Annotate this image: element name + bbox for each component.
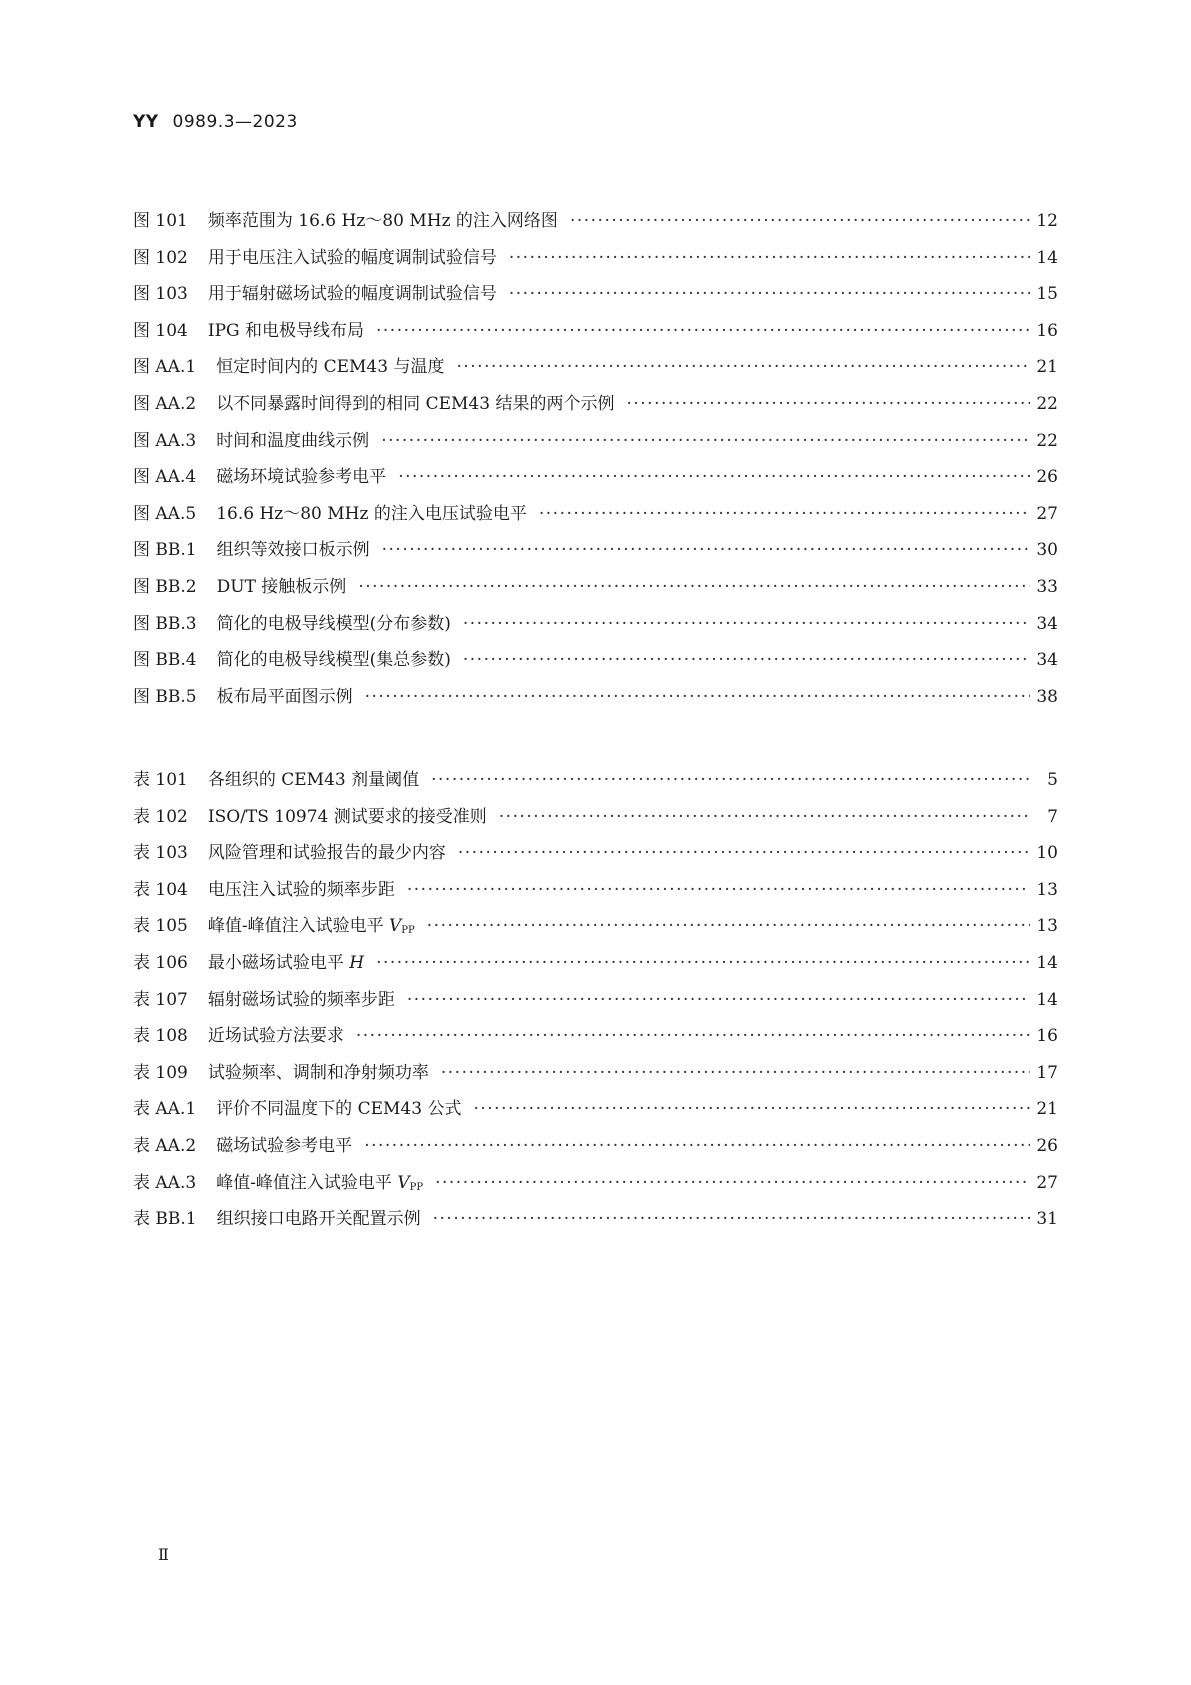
- leader-dots: [499, 799, 1030, 836]
- figure-label: 图 101: [133, 211, 188, 231]
- table-title-text: 峰值-峰值注入试验电平: [207, 916, 390, 937]
- table-title-text: 组织接口电路开关配置示例: [216, 1209, 421, 1230]
- table-label: 表 107: [133, 989, 188, 1010]
- figure-entry[interactable]: [133, 349, 1058, 386]
- figure-title-text: 以不同暴露时间得到的相同 CEM43 结果的两个示例: [216, 393, 615, 414]
- table-page-number: 5: [1047, 770, 1058, 790]
- leader-dots: [463, 606, 1030, 643]
- figure-title-text: 简化的电极导线模型(集总参数): [216, 650, 451, 671]
- table-label: 表 105: [133, 916, 188, 937]
- figure-title-text: IPG 和电极导线布局: [207, 320, 364, 341]
- figure-page-number: 26: [1036, 467, 1058, 488]
- figure-page-number: 38: [1036, 686, 1058, 707]
- figure-entry[interactable]: [133, 642, 1058, 679]
- table-label: 表 104: [133, 879, 188, 900]
- table-title-text: ISO/TS 10974 测试要求的接受准则: [207, 806, 487, 827]
- table-title: [188, 872, 395, 909]
- table-entry[interactable]: [133, 1055, 1058, 1092]
- figure-title: [188, 203, 558, 240]
- table-list: [133, 762, 1058, 1238]
- table-entry[interactable]: [133, 1128, 1058, 1165]
- figure-title-text: 板布局平面图示例: [216, 686, 353, 707]
- leader-dots: [358, 569, 1030, 606]
- figure-label: 图 BB.5: [133, 686, 197, 707]
- table-page-number: 26: [1036, 1135, 1058, 1156]
- table-title-text: 近场试验方法要求: [207, 1026, 344, 1047]
- leader-dots: [407, 872, 1030, 909]
- table-entry[interactable]: [133, 799, 1058, 836]
- table-title-text: 辐射磁场试验的频率步距: [207, 989, 395, 1010]
- figure-page-number: 12: [1036, 211, 1058, 231]
- leader-dots: [539, 496, 1030, 533]
- figure-title: [196, 349, 444, 386]
- table-page-number: 13: [1036, 879, 1058, 900]
- table-title: [197, 1201, 421, 1238]
- figure-entry[interactable]: [133, 569, 1058, 606]
- table-label: 表 AA.1: [133, 1099, 197, 1120]
- figure-title: [196, 459, 386, 496]
- leader-dots: [463, 642, 1030, 679]
- table-page-number: 17: [1036, 1062, 1058, 1083]
- table-entry[interactable]: [133, 762, 1058, 799]
- figure-page-number: 21: [1036, 357, 1058, 378]
- table-title-subscript: PP: [401, 925, 415, 937]
- figure-title: [197, 569, 347, 606]
- table-page-number: 16: [1036, 1026, 1058, 1047]
- table-title: [196, 1128, 352, 1165]
- table-title-text: 磁场试验参考电平: [216, 1135, 353, 1156]
- table-label: 表 103: [133, 843, 188, 864]
- leader-dots: [431, 762, 1030, 799]
- leader-dots: [458, 835, 1030, 872]
- figure-entry[interactable]: [133, 606, 1058, 643]
- table-label: 表 AA.2: [133, 1135, 197, 1156]
- table-page-number: 13: [1036, 916, 1058, 937]
- figure-title: [197, 679, 353, 716]
- figure-title-text: 用于辐射磁场试验的幅度调制试验信号: [207, 284, 497, 305]
- leader-dots: [570, 203, 1030, 240]
- figure-label: 图 103: [133, 284, 188, 305]
- table-entry[interactable]: [133, 872, 1058, 909]
- table-title-variable: V: [397, 1172, 410, 1193]
- table-label: 表 102: [133, 806, 188, 827]
- figure-entry[interactable]: [133, 203, 1058, 240]
- figure-entry[interactable]: [133, 532, 1058, 569]
- table-label: 表 108: [133, 1026, 188, 1047]
- table-title-variable: V: [389, 916, 402, 937]
- leader-dots: [456, 349, 1030, 386]
- table-label: 表 BB.1: [133, 1209, 197, 1230]
- table-title: [188, 945, 364, 982]
- table-entry[interactable]: [133, 982, 1058, 1019]
- figure-page-number: 33: [1036, 576, 1058, 597]
- table-title-text: 风险管理和试验报告的最少内容: [207, 843, 446, 864]
- figure-page-number: 34: [1036, 613, 1058, 634]
- table-label: 表 106: [133, 952, 188, 973]
- figure-label: 图 AA.3: [133, 430, 197, 451]
- figure-page-number: 22: [1036, 393, 1058, 414]
- figure-entry[interactable]: [133, 423, 1058, 460]
- figure-page-number: 27: [1036, 503, 1058, 524]
- table-page-number: 31: [1036, 1209, 1058, 1230]
- table-title: [196, 1091, 461, 1128]
- table-title-text: 峰值-峰值注入试验电平: [216, 1172, 398, 1193]
- figure-entry[interactable]: [133, 496, 1058, 533]
- table-title: [188, 799, 487, 836]
- figure-label: 图 104: [133, 320, 188, 341]
- table-title-text: 最小磁场试验电平: [207, 952, 350, 973]
- leader-dots: [382, 532, 1030, 569]
- table-title-text: 电压注入试验的频率步距: [207, 879, 395, 900]
- figure-title: [196, 496, 527, 533]
- figure-entry[interactable]: [133, 459, 1058, 496]
- figure-label: 图 BB.1: [133, 540, 197, 561]
- figure-entry[interactable]: [133, 276, 1058, 313]
- table-page-number: 10: [1036, 843, 1058, 864]
- figure-title-text: DUT 接触板示例: [216, 576, 347, 597]
- leader-dots: [473, 1091, 1030, 1128]
- figure-label: 图 AA.4: [133, 467, 197, 488]
- table-label: 表 109: [133, 1062, 188, 1083]
- table-title-subscript: PP: [409, 1181, 424, 1193]
- figure-title-text: 频率范围为 16.6 Hz～80 MHz 的注入网络图: [207, 211, 558, 231]
- table-label: 表 AA.3: [133, 1172, 197, 1193]
- leader-dots: [365, 679, 1030, 716]
- figure-title: [197, 532, 370, 569]
- figure-title: [188, 240, 497, 277]
- figure-entry[interactable]: [133, 313, 1058, 350]
- standard-number: 0989.3—2023: [172, 112, 298, 132]
- figure-title-text: 16.6 Hz～80 MHz 的注入电压试验电平: [216, 503, 527, 524]
- figure-label: 图 BB.3: [133, 613, 197, 634]
- table-title: [188, 908, 415, 950]
- figure-title-text: 用于电压注入试验的幅度调制试验信号: [207, 247, 497, 268]
- figure-page-number: 16: [1036, 320, 1058, 341]
- figure-page-number: 14: [1036, 247, 1058, 268]
- table-label: 表 101: [133, 770, 188, 790]
- leader-dots: [381, 423, 1030, 460]
- table-title: [188, 762, 419, 799]
- table-entry[interactable]: [133, 1091, 1058, 1128]
- table-entry[interactable]: [133, 1165, 1058, 1202]
- figure-label: 图 AA.5: [133, 503, 197, 524]
- table-entry[interactable]: [133, 1018, 1058, 1055]
- figure-entry[interactable]: [133, 240, 1058, 277]
- leader-dots: [509, 240, 1030, 277]
- figure-title-text: 时间和温度曲线示例: [216, 430, 370, 451]
- figure-title-text: 磁场环境试验参考电平: [216, 467, 387, 488]
- figure-label: 图 BB.4: [133, 650, 197, 671]
- leader-dots: [626, 386, 1030, 423]
- figure-title: [188, 313, 364, 350]
- figure-page-number: 15: [1036, 284, 1058, 305]
- table-title: [196, 1165, 423, 1207]
- figure-page-number: 30: [1036, 540, 1058, 561]
- figure-page-number: 22: [1036, 430, 1058, 451]
- figure-list: [133, 203, 1058, 715]
- table-page-number: 7: [1047, 806, 1058, 827]
- leader-dots: [509, 276, 1030, 313]
- table-entry[interactable]: [133, 835, 1058, 872]
- table-page-number: 21: [1036, 1099, 1058, 1120]
- footer-page-number: Ⅱ: [158, 1545, 169, 1564]
- table-page-number: 14: [1036, 989, 1058, 1010]
- leader-dots: [376, 313, 1030, 350]
- leader-dots: [356, 1018, 1030, 1055]
- figure-title: [196, 386, 614, 423]
- table-page-number: 14: [1036, 952, 1058, 973]
- table-entry[interactable]: [133, 945, 1058, 982]
- table-title: [188, 1018, 344, 1055]
- figure-title: [197, 606, 451, 643]
- table-page-number: 27: [1036, 1172, 1058, 1193]
- figure-label: 图 102: [133, 247, 188, 268]
- document-header: [133, 112, 298, 132]
- figure-title-text: 组织等效接口板示例: [216, 540, 370, 561]
- table-title-text: 各组织的 CEM43 剂量阈值: [207, 770, 420, 790]
- figure-entry[interactable]: [133, 679, 1058, 716]
- figure-title: [188, 276, 497, 313]
- leader-dots: [441, 1055, 1030, 1092]
- leader-dots: [435, 1165, 1030, 1202]
- figure-entry[interactable]: [133, 386, 1058, 423]
- figure-title: [197, 642, 451, 679]
- table-title-variable: H: [349, 952, 365, 973]
- table-title-text: 评价不同温度下的 CEM43 公式: [216, 1099, 462, 1120]
- leader-dots: [433, 1201, 1030, 1238]
- figure-label: 图 AA.1: [133, 357, 197, 378]
- figure-title-text: 简化的电极导线模型(分布参数): [216, 613, 451, 634]
- standard-code: YY: [133, 112, 159, 132]
- table-title: [188, 835, 446, 872]
- figure-label: 图 BB.2: [133, 576, 197, 597]
- leader-dots: [407, 982, 1030, 1019]
- table-entry[interactable]: [133, 1201, 1058, 1238]
- leader-dots: [364, 1128, 1030, 1165]
- table-title: [188, 982, 395, 1019]
- figure-title-text: 恒定时间内的 CEM43 与温度: [216, 357, 445, 378]
- leader-dots: [398, 459, 1030, 496]
- figure-title: [196, 423, 369, 460]
- leader-dots: [427, 908, 1030, 945]
- table-entry[interactable]: [133, 908, 1058, 945]
- figure-label: 图 AA.2: [133, 393, 197, 414]
- table-title-text: 试验频率、调制和净射频功率: [207, 1062, 429, 1083]
- table-title: [188, 1055, 429, 1092]
- leader-dots: [376, 945, 1030, 982]
- figure-page-number: 34: [1036, 650, 1058, 671]
